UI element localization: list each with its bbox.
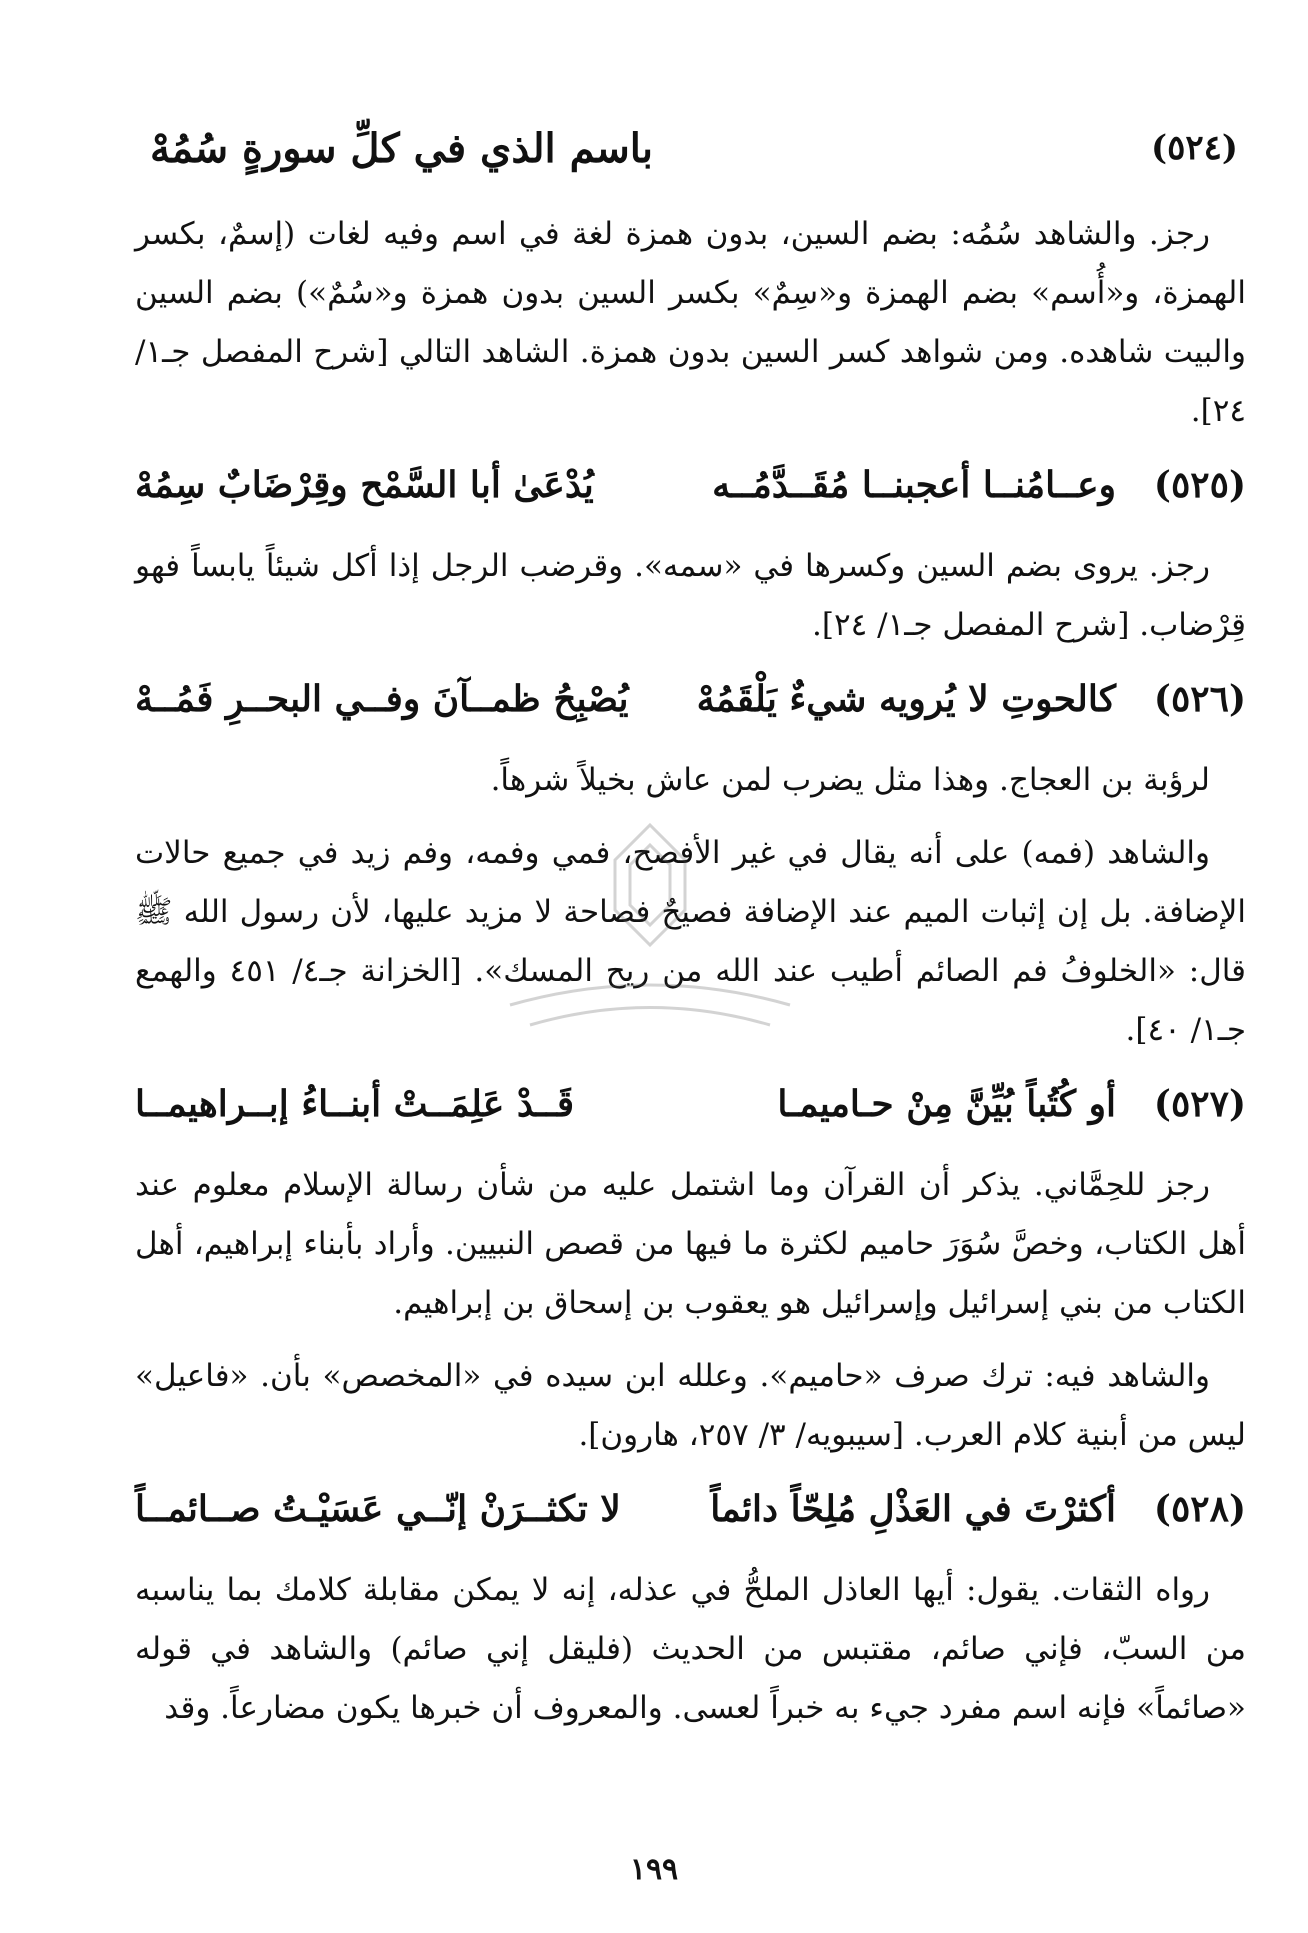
- paragraph: والشاهد (فمه) على أنه يقال في غير الأفصح، فمي وفمه، وفم زيد في جميع حالات الإضافة. بل إن إثبات الميم عند الإضافة فصيحٌ فصاحة لا مزيد عليها، لأن رسول الله ﷺ قال: «الخلوفُ فم الصائم أطيب عند الله من ريح المسك». [الخزانة جـ٤/ ٤٥١ والهمع جـ١/ ٤٠].: [135, 835, 1246, 1048]
- verse-number: (٥٢٨): [1153, 1488, 1246, 1530]
- verse-second-hemistich: يُصْبِحُ ظمــآنَ وفــي البحــرِ فَمُــهْ: [135, 678, 629, 720]
- paragraph: رجز. يروى بضم السين وكسرها في «سمه». وقرضب الرجل إذا أكل شيئاً يابساً فهو قِرْضاب. [شرح المفصل جـ١/ ٢٤].: [135, 548, 1246, 643]
- verse-second-hemistich: قَــدْ عَلِمَــتْ أبنــاءُ إبــراهيمــا: [135, 1083, 575, 1125]
- page-header: [150, 118, 1248, 178]
- running-title: باسم الذي في كلِّ سورةٍ سُمُهْ: [150, 124, 654, 172]
- paragraph: لرؤبة بن العجاج. وهذا مثل يضرب لمن عاش بخيلاً شرهاً.: [490, 762, 1210, 798]
- verse-line: [135, 1479, 1246, 1539]
- verse-line: [135, 455, 1246, 515]
- paragraph: رجز للحِمَّاني. يذكر أن القرآن وما اشتمل عليه من شأن رسالة الإسلام معلوم عند أهل الكتاب، وخصَّ سُوَرَ حاميم لكثرة ما فيها من قصص النبيين. وأراد بأبناء إبراهيم، أهل الكتاب من بني إسرائيل وإسرائيل هو يعقوب بن إسحاق بن إبراهيم.: [135, 1167, 1246, 1321]
- verse-first-hemistich: أو كُتُباً بُيِّنَّ مِنْ حـاميمـا: [777, 1083, 1116, 1125]
- paragraph: رجز. والشاهد سُمُه: بضم السين، بدون همزة لغة في اسم وفيه لغات (إسمٌ، بكسر الهمزة، و«أُسم» بضم الهمزة و«سِمٌ» بكسر السين بدون همزة و«سُمٌ») بضم السين والبيت شاهده. ومن شواهد كسر السين بدون همزة. الشاهد التالي [شرح المفصل جـ١/ ٢٤].: [135, 216, 1246, 429]
- paragraph: والشاهد فيه: ترك صرف «حاميم». وعلله ابن سيده في «المخصص» بأن. «فاعيل» ليس من أبنية كلام العرب. [سيبويه/ ٣/ ٢٥٧، هارون].: [135, 1358, 1246, 1453]
- footer-page-number: ١٩٩: [629, 1852, 679, 1887]
- verse-line: [135, 1074, 1246, 1134]
- verse-line: [135, 669, 1246, 729]
- page-body: [135, 205, 1246, 1752]
- verse-first-hemistich: أكثرْتَ في العَذْلِ مُلِحّاً دائماً: [710, 1488, 1116, 1530]
- verse-number: (٥٢٦): [1153, 678, 1246, 720]
- verse-first-hemistich: كالحوتِ لا يُرويه شيءٌ يَلْقَمُهْ: [696, 678, 1116, 720]
- paragraph: رواه الثقات. يقول: أيها العاذل الملحُّ في عذله، إنه لا يمكن مقابلة كلامك بما يناسبه من السبّ، فإني صائم، مقتبس من الحديث (فليقل إني صائم) والشاهد في قوله «صائماً» فإنه اسم مفرد جيء به خبراً لعسى. والمعروف أن خبرها يكون مضارعاً. وقد: [135, 1572, 1246, 1726]
- verse-number: (٥٢٧): [1153, 1083, 1246, 1125]
- verse-second-hemistich: يُدْعَىٰ أبا السَّمْح وقِرْضَابٌ سِمُهْ: [135, 464, 594, 506]
- verse-first-hemistich: وعــامُنــا أعجبنــا مُقَــدَّمُــه: [712, 464, 1116, 506]
- verse-number: (٥٢٥): [1153, 464, 1246, 506]
- verse-second-hemistich: لا تكثــرَنْ إنّــي عَسَيْـتُ صــائمــاً: [135, 1488, 621, 1530]
- header-page-number: (٥٢٤): [1151, 128, 1238, 168]
